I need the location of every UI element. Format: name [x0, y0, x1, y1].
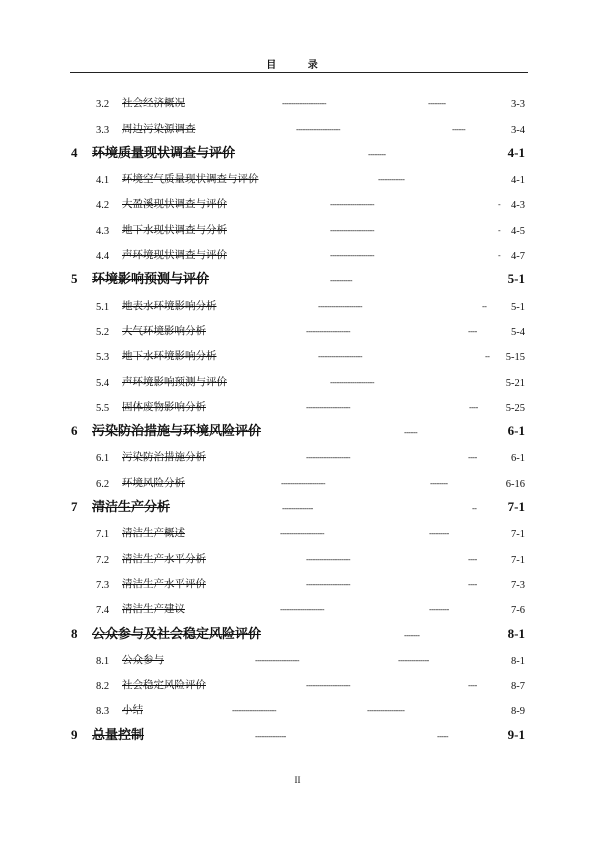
toc-title: 清洁生产水平分析	[122, 552, 206, 565]
header-rule	[70, 72, 528, 73]
toc-page: 3-3	[511, 99, 525, 111]
toc-title: 公众参与及社会稳定风险评价	[92, 626, 262, 642]
toc-page: 6-1	[511, 453, 525, 465]
toc-title: 周边污染源调查	[122, 122, 196, 135]
toc-page: 4-7	[511, 251, 525, 263]
toc-leader: --------------------	[306, 402, 351, 412]
toc-page: 6-16	[505, 478, 525, 490]
toc-number: 4.2	[96, 200, 110, 212]
toc-title: 环境风险分析	[122, 476, 185, 489]
toc-chapter-row[interactable]	[0, 419, 595, 444]
toc-title: 清洁生产建议	[122, 603, 185, 616]
toc-leader: --------------------	[318, 352, 363, 362]
toc-leader: --------	[368, 149, 386, 159]
toc-leader: -----------------	[367, 706, 405, 716]
toc-number: 7.4	[96, 605, 110, 617]
toc-leader: ----	[469, 402, 478, 412]
toc-number: 7.2	[96, 554, 110, 566]
toc-section-row[interactable]	[0, 115, 595, 140]
toc-title: 固体废物影响分析	[122, 400, 206, 413]
toc-leader: ------	[452, 124, 466, 134]
toc-number: 4.1	[96, 175, 110, 187]
toc-page: 7-3	[511, 579, 525, 591]
toc-title: 地下水现状调查与分析	[122, 223, 227, 236]
toc-leader: --------------------	[330, 200, 375, 210]
toc-section-row[interactable]	[0, 571, 595, 596]
toc-title: 环境质量现状调查与评价	[92, 145, 236, 161]
page-header: 目 录	[266, 60, 332, 71]
toc-leader: --------------------	[280, 529, 325, 539]
toc-number: 6	[71, 423, 78, 439]
toc-leader: ----	[468, 326, 477, 336]
toc-page: 5-21	[505, 377, 525, 389]
toc-section-row[interactable]	[0, 672, 595, 697]
toc-title: 小结	[122, 704, 143, 717]
toc-leader: --------------------	[255, 655, 300, 665]
toc-number: 3.3	[96, 124, 110, 136]
toc-page: 4-3	[511, 200, 525, 212]
toc-number: 8.1	[96, 655, 110, 667]
toc-page: 5-25	[505, 402, 525, 414]
toc-section-row[interactable]	[0, 216, 595, 241]
toc-number: 5	[71, 271, 78, 287]
toc-page: 8-9	[511, 706, 525, 718]
toc-section-row[interactable]	[0, 520, 595, 545]
toc-leader: --------------------	[306, 681, 351, 691]
toc-title: 环境空气质量现状调查与评价	[122, 173, 259, 186]
toc-section-row[interactable]	[0, 596, 595, 621]
toc-leader: ---------	[429, 605, 449, 615]
toc-number: 6.2	[96, 478, 110, 490]
toc-section-row[interactable]	[0, 444, 595, 469]
toc-page: 7-1	[511, 529, 525, 541]
toc-leader: -	[498, 225, 501, 235]
toc-leader: --------	[428, 99, 446, 109]
toc-title: 清洁生产概述	[122, 527, 185, 540]
toc-title: 社会稳定风险评价	[122, 679, 206, 692]
toc-title: 地表水环境影响分析	[122, 299, 217, 312]
toc-page: 7-1	[507, 499, 525, 515]
toc-page: 9-1	[507, 726, 525, 742]
toc-number: 5.3	[96, 352, 110, 364]
toc-number: 3.2	[96, 99, 110, 111]
toc-leader: ------------	[378, 175, 405, 185]
toc-page: 3-4	[511, 124, 525, 136]
toc-leader: -	[498, 251, 501, 261]
toc-section-row[interactable]	[0, 292, 595, 317]
toc-leader: --	[485, 352, 490, 362]
toc-leader: --------------------	[306, 453, 351, 463]
toc-number: 7.1	[96, 529, 110, 541]
toc-section-row[interactable]	[0, 394, 595, 419]
toc-leader: --------	[430, 478, 448, 488]
toc-number: 8	[71, 625, 78, 641]
toc-leader: --------------------	[330, 225, 375, 235]
toc-leader: --------------------	[280, 605, 325, 615]
toc-section-row[interactable]	[0, 343, 595, 368]
toc-page: 4-1	[507, 144, 525, 160]
table-of-contents	[0, 90, 595, 748]
toc-leader: --	[482, 301, 487, 311]
toc-title: 声环境现状调查与评价	[122, 249, 227, 262]
toc-title: 公众参与	[122, 653, 164, 666]
toc-number: 4	[71, 144, 78, 160]
toc-leader: ----	[468, 554, 477, 564]
toc-leader: --------------------	[306, 554, 351, 564]
toc-page: 7-6	[511, 605, 525, 617]
toc-leader: ------	[404, 428, 418, 438]
toc-leader: --------------------	[296, 124, 341, 134]
toc-leader: --------------------	[282, 99, 327, 109]
toc-number: 5.2	[96, 326, 110, 338]
toc-section-row[interactable]	[0, 368, 595, 393]
toc-number: 6.1	[96, 453, 110, 465]
toc-leader: --------------------	[318, 301, 363, 311]
toc-page: 5-1	[511, 301, 525, 313]
toc-number: 5.5	[96, 402, 110, 414]
toc-leader: ----	[468, 453, 477, 463]
toc-title: 污染防治措施与环境风险评价	[92, 424, 262, 440]
toc-number: 4.3	[96, 225, 110, 237]
toc-page: 5-1	[507, 271, 525, 287]
toc-title: 大气环境影响分析	[122, 324, 206, 337]
toc-leader: --------------	[255, 731, 286, 741]
toc-number: 9	[71, 726, 78, 742]
toc-leader: ----	[468, 681, 477, 691]
toc-title: 地下水环境影响分析	[122, 350, 217, 363]
toc-title: 社会经济概况	[122, 97, 185, 110]
page-number: II	[294, 775, 301, 785]
toc-page: 4-1	[511, 175, 525, 187]
toc-leader: ---------	[429, 529, 449, 539]
toc-leader: -----	[437, 731, 449, 741]
toc-title: 声环境影响预测与评价	[122, 375, 227, 388]
toc-number: 7	[71, 499, 78, 515]
toc-page: 8-1	[511, 655, 525, 667]
toc-chapter-row[interactable]	[0, 621, 595, 646]
toc-leader: --------------	[398, 655, 429, 665]
toc-section-row[interactable]	[0, 191, 595, 216]
toc-chapter-row[interactable]	[0, 495, 595, 520]
toc-section-row[interactable]	[0, 242, 595, 267]
toc-page: 5-15	[505, 352, 525, 364]
toc-leader: --------------------	[306, 579, 351, 589]
toc-leader: ----	[468, 579, 477, 589]
toc-section-row[interactable]	[0, 545, 595, 570]
toc-page: 6-1	[507, 423, 525, 439]
toc-leader: ----------	[330, 276, 353, 286]
toc-leader: -	[498, 200, 501, 210]
toc-leader: --	[472, 504, 477, 514]
toc-chapter-row[interactable]	[0, 141, 595, 166]
toc-title: 污染防治措施分析	[122, 451, 206, 464]
toc-page: 7-1	[511, 554, 525, 566]
toc-title: 总量控制	[92, 727, 145, 743]
toc-page: 8-7	[511, 681, 525, 693]
toc-leader: --------------------	[232, 706, 277, 716]
toc-page: 4-5	[511, 225, 525, 237]
toc-title: 清洁生产分析	[92, 500, 171, 516]
toc-page: 8-1	[507, 625, 525, 641]
toc-number: 7.3	[96, 579, 110, 591]
toc-section-row[interactable]	[0, 647, 595, 672]
toc-number: 5.4	[96, 377, 110, 389]
toc-leader: --------------------	[306, 326, 351, 336]
toc-chapter-row[interactable]	[0, 267, 595, 292]
toc-section-row[interactable]	[0, 90, 595, 115]
toc-leader: --------------------	[281, 478, 326, 488]
toc-leader: --------------	[282, 504, 313, 514]
toc-title: 清洁生产水平评价	[122, 577, 206, 590]
toc-leader: --------------------	[330, 377, 375, 387]
toc-title: 环境影响预测与评价	[92, 272, 210, 288]
toc-number: 8.3	[96, 706, 110, 718]
toc-section-row[interactable]	[0, 318, 595, 343]
toc-title: 大盈溪现状调查与评价	[122, 198, 227, 211]
toc-leader: -------	[404, 630, 420, 640]
toc-number: 4.4	[96, 251, 110, 263]
toc-number: 8.2	[96, 681, 110, 693]
toc-chapter-row[interactable]	[0, 722, 595, 747]
toc-section-row[interactable]	[0, 697, 595, 722]
toc-section-row[interactable]	[0, 469, 595, 494]
toc-leader: --------------------	[330, 251, 375, 261]
toc-number: 5.1	[96, 301, 110, 313]
toc-section-row[interactable]	[0, 166, 595, 191]
toc-page: 5-4	[511, 326, 525, 338]
